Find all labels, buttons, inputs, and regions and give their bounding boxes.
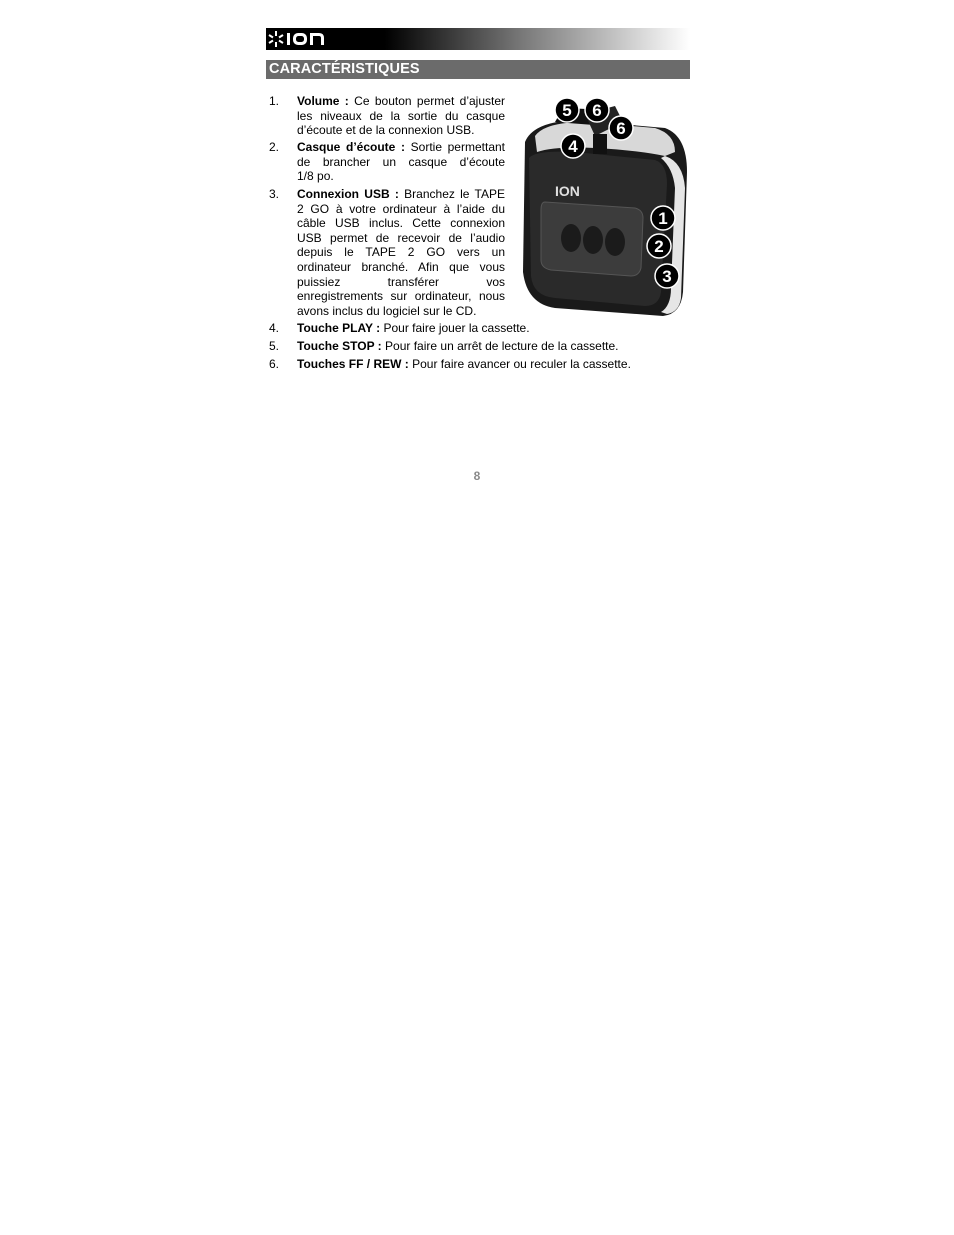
item-5-label: Touche STOP :	[297, 339, 382, 353]
item-1-text: Volume : Ce bouton permet d’ajuster les niveaux de la sortie du casque d’écoute et de la connexion USB.	[297, 94, 505, 138]
item-4-number: 4.	[269, 321, 280, 335]
header-bar	[266, 28, 690, 50]
section-title-bar	[266, 60, 690, 79]
item-3-number: 3.	[269, 187, 280, 201]
item-1-number: 1.	[269, 94, 280, 108]
item-1-label: Volume :	[297, 94, 349, 108]
callout-5	[555, 98, 579, 122]
callout-2	[647, 234, 671, 258]
svg-text:1: 1	[658, 209, 668, 228]
svg-text:2: 2	[654, 237, 664, 256]
item-2-number: 2.	[269, 140, 280, 154]
item-6-number: 6.	[269, 357, 280, 371]
item-3-text: Connexion USB : Branchez le TAPE 2 GO à votre ordinateur à l’aide du câble USB inclus. Cette connexion USB permet de recevoir de l’audio depuis le TAPE 2 GO vers un ordinateur branché. Afin que vous puissiez transférer vos enregistrements sur ordinateur, nous avons inclus du logiciel sur le CD.	[297, 187, 505, 318]
svg-text:5: 5	[562, 101, 572, 120]
svg-text:6: 6	[616, 119, 626, 138]
item-4-text: Touche PLAY : Pour faire jouer la cassette.	[297, 321, 530, 335]
item-5-number: 5.	[269, 339, 280, 353]
callout-1	[651, 206, 675, 230]
section-title: CARACTÉRISTIQUES	[269, 61, 420, 77]
item-2-text: Casque d’écoute : Sortie permettant de brancher un casque d’écoute 1/8 po.	[297, 140, 505, 184]
item-6-label: Touches FF / REW :	[297, 357, 409, 371]
svg-text:4: 4	[568, 137, 578, 156]
svg-text:6: 6	[592, 101, 602, 120]
item-6-text: Touches FF / REW : Pour faire avancer ou reculer la cassette.	[297, 357, 631, 371]
callout-4	[561, 134, 585, 158]
svg-text:3: 3	[662, 267, 672, 286]
callout-6-left	[585, 98, 609, 122]
device-logo: ION	[555, 183, 580, 199]
callout-3	[655, 264, 679, 288]
item-2-label: Casque d’écoute :	[297, 140, 405, 154]
page-number: 8	[473, 469, 481, 483]
item-3-label: Connexion USB :	[297, 187, 399, 201]
ion-logo	[268, 30, 326, 48]
item-5-text: Touche STOP : Pour faire un arrêt de lecture de la cassette.	[297, 339, 619, 353]
item-4-label: Touche PLAY :	[297, 321, 381, 335]
cassette-player-illustration	[515, 92, 695, 320]
callout-6-right	[609, 116, 633, 140]
